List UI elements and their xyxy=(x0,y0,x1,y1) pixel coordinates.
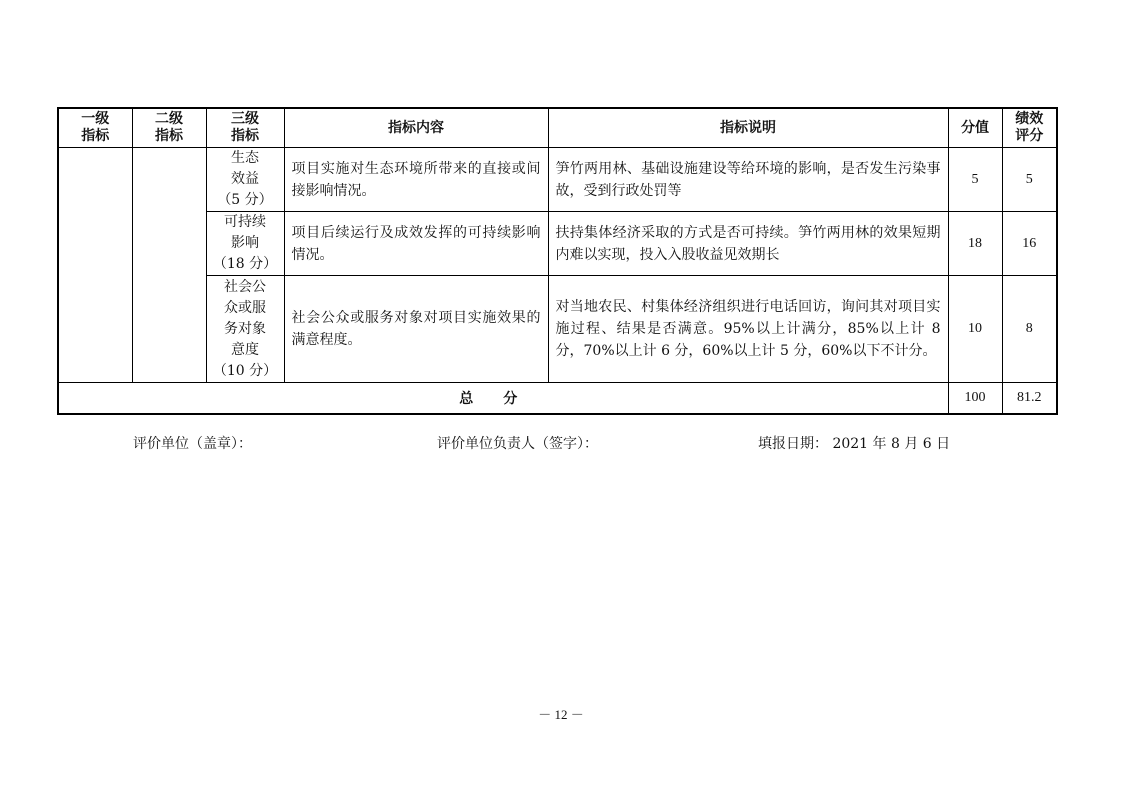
total-rating: 81.2 xyxy=(1002,383,1057,415)
header-level1: 一级 指标 xyxy=(58,108,132,148)
total-label: 总分 xyxy=(58,383,948,415)
rating-cell: 8 xyxy=(1002,276,1057,383)
header-explanation: 指标说明 xyxy=(548,108,948,148)
content-cell: 项目实施对生态环境所带来的直接或间接影响情况。 xyxy=(284,148,548,212)
total-row xyxy=(58,383,1057,415)
explanation-cell: 笋竹两用林、基础设施建设等给环境的影响，是否发生污染事故，受到行政处罚等 xyxy=(548,148,948,212)
header-rating: 绩效 评分 xyxy=(1002,108,1057,148)
score-value-cell: 5 xyxy=(948,148,1002,212)
content-cell: 项目后续运行及成效发挥的可持续影响情况。 xyxy=(284,212,548,276)
explanation-cell: 对当地农民、村集体经济组织进行电话回访，询问其对项目实施过程、结果是否满意。95%以上计满分，85%以上计 8 分，70%以上计 6 分，60%以上计 5 分，60%以下不计分。 xyxy=(548,276,948,383)
level3-cell: 社会公 众或服 务对象 意度 （10 分） xyxy=(206,276,284,383)
level2-cell xyxy=(132,148,206,383)
evaluation-table xyxy=(57,107,1058,415)
header-level2: 二级 指标 xyxy=(132,108,206,148)
table-row xyxy=(58,148,1057,212)
table-row xyxy=(58,276,1057,383)
evaluation-unit-label: 评价单位（盖章）： xyxy=(133,436,252,452)
page-number: － 12 － xyxy=(538,707,584,722)
table-header-row xyxy=(58,108,1057,148)
header-level3: 三级 指标 xyxy=(206,108,284,148)
content-cell: 社会公众或服务对象对项目实施效果的满意程度。 xyxy=(284,276,548,383)
header-content: 指标内容 xyxy=(284,108,548,148)
score-value-cell: 18 xyxy=(948,212,1002,276)
level3-cell: 生态 效益 （5 分） xyxy=(206,148,284,212)
signature-line xyxy=(0,433,1122,453)
rating-cell: 16 xyxy=(1002,212,1057,276)
header-score-value: 分值 xyxy=(948,108,1002,148)
explanation-cell: 扶持集体经济采取的方式是否可持续。笋竹两用林的效果短期内难以实现，投入入股收益见效期长 xyxy=(548,212,948,276)
level3-cell: 可持续 影响 （18 分） xyxy=(206,212,284,276)
level1-cell xyxy=(58,148,132,383)
score-value-cell: 10 xyxy=(948,276,1002,383)
total-score-value: 100 xyxy=(948,383,1002,415)
rating-cell: 5 xyxy=(1002,148,1057,212)
fill-date-label: 填报日期： 2021 年 8 月 6 日 xyxy=(758,436,951,452)
responsible-person-label: 评价单位负责人（签字）： xyxy=(437,436,598,452)
table-row xyxy=(58,212,1057,276)
